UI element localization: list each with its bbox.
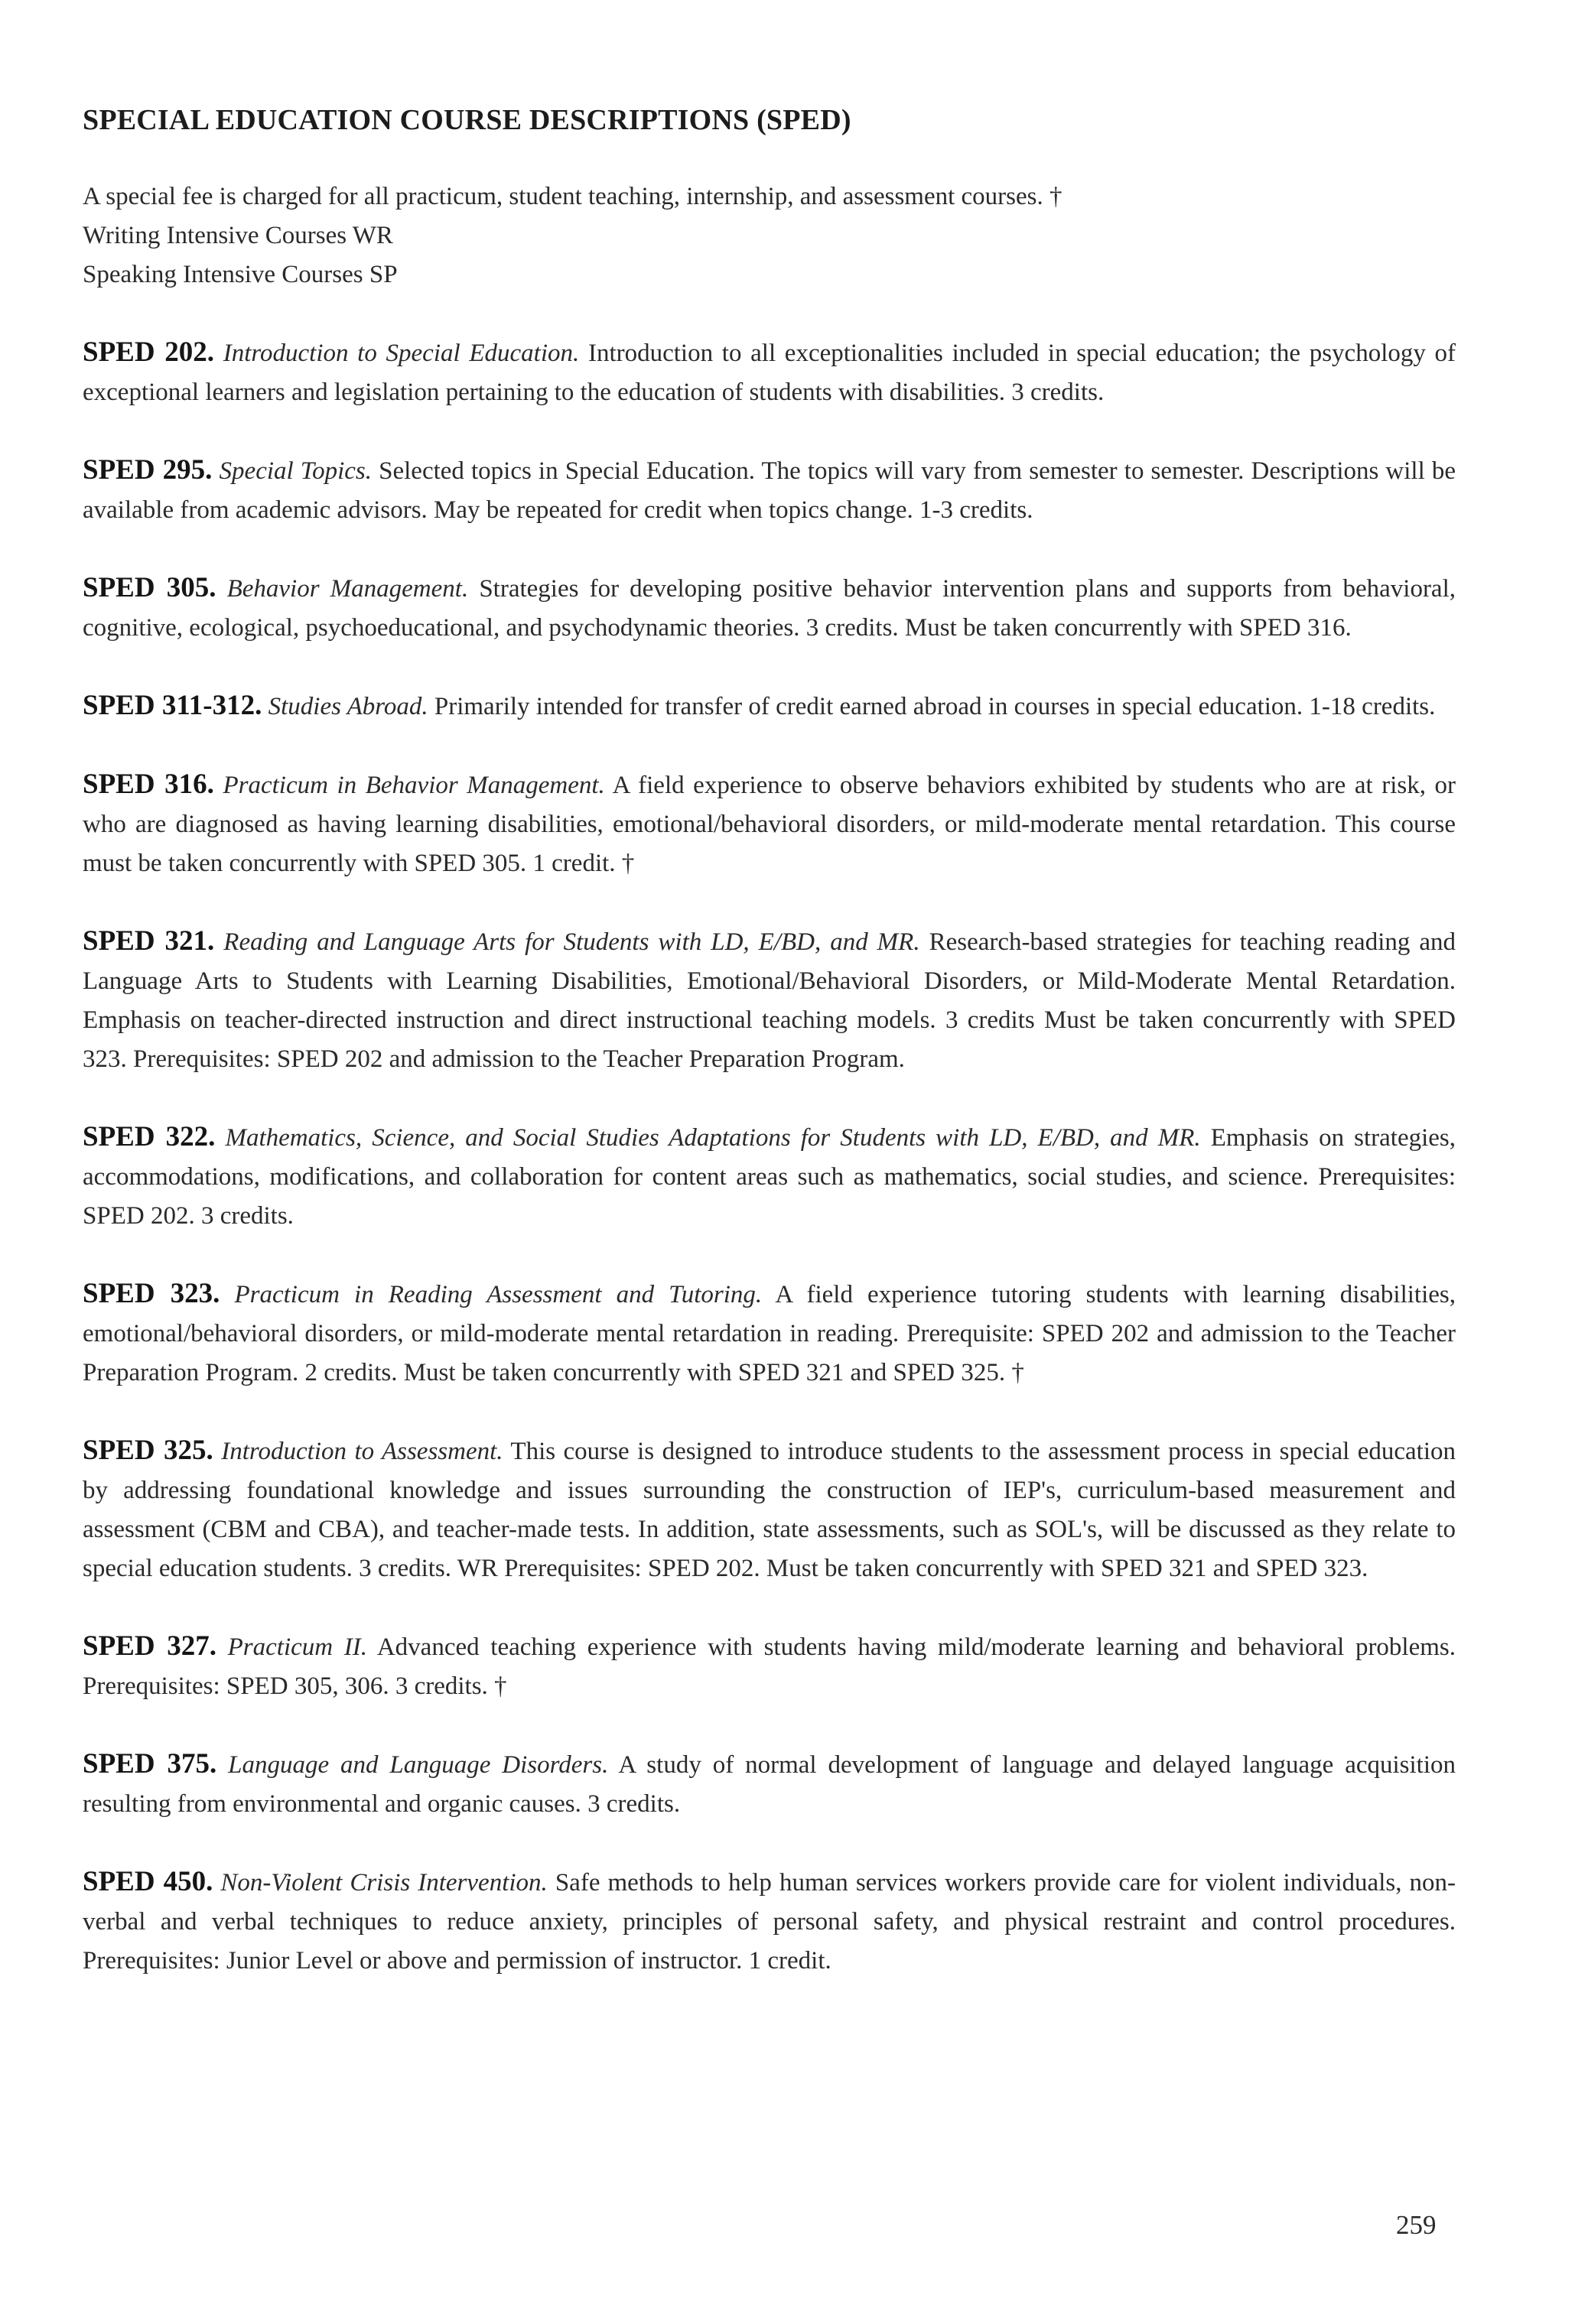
course-description: This course is designed to introduce students to the assessment process in special education by addressing foundational knowledge and issues surrounding the construction of IEP's, curriculum-based measurement and assessment (CBM and CBA), and teacher-made tests. In addition, state assessments, such as SOL's, will be discussed as they relate to special education students. 3 credits. WR Prerequisites: SPED 202. Must be taken concurrently with SPED 321 and SPED 323. xyxy=(83,1438,1456,1582)
course-description: Emphasis on strategies, accommodations, modifications, and collaboration for content areas such as mathematics, social studies, and science. Prerequisites: SPED 202. 3 credits. xyxy=(83,1124,1456,1230)
course-description: Selected topics in Special Education. The topics will vary from semester to semester. Descriptions will be available from academic advisors. May be repeated for credit when topics change. 1-3 credits. xyxy=(83,457,1456,524)
course-entry xyxy=(83,686,1456,726)
course-entry xyxy=(83,1862,1456,1981)
catalog-page xyxy=(83,101,1456,2019)
fee-note: A special fee is charged for all practicum, student teaching, internship, and assessment courses. † xyxy=(83,183,1062,210)
course-description: Strategies for developing positive behavior intervention plans and supports from behavioral, cognitive, ecological, psychoeducational, and psychodynamic theories. 3 credits. Must be taken concurrently with SPED 316. xyxy=(83,575,1456,642)
speaking-intensive-note: Speaking Intensive Courses SP xyxy=(83,261,398,288)
course-code: SPED 202. xyxy=(83,336,215,368)
page-title: SPECIAL EDUCATION COURSE DESCRIPTIONS (SPED) xyxy=(83,104,851,136)
course-entry xyxy=(83,1627,1456,1706)
course-description: A field experience tutoring students with learning disabilities, emotional/behavioral disorders, or mild-moderate mental retardation in reading. Prerequisite: SPED 202 and admission to the Teacher Preparation Program. 2 credits. Must be taken concurrently with SPED 321 and SPED 325. † xyxy=(83,1281,1456,1386)
course-code: SPED 321. xyxy=(83,925,215,957)
course-description: Safe methods to help human services workers provide care for violent individuals, non-verbal and verbal techniques to reduce anxiety, principles of personal safety, and physical restraint and control procedures. Prerequisites: Junior Level or above and permission of instructor. 1 credit. xyxy=(83,1869,1456,1975)
course-description: Introduction to all exceptionalities included in special education; the psychology of exceptional learners and legislation pertaining to the education of students with disabilities. 3 credits. xyxy=(83,340,1456,406)
course-title: Practicum in Behavior Management. xyxy=(223,772,605,799)
course-description: A field experience to observe behaviors exhibited by students who are at risk, or who are diagnosed as having learning disabilities, emotional/behavioral disorders, or mild-moderate mental retardation. This course must be taken concurrently with SPED 305. 1 credit. † xyxy=(83,772,1456,877)
page-number: 259 xyxy=(1396,2210,1437,2240)
course-title: Introduction to Assessment. xyxy=(221,1438,503,1465)
course-entry xyxy=(83,450,1456,530)
course-entry xyxy=(83,1431,1456,1588)
course-description: Advanced teaching experience with students having mild/moderate learning and behavioral problems. Prerequisites: SPED 305, 306. 3 credits. † xyxy=(83,1633,1456,1700)
course-code: SPED 305. xyxy=(83,572,216,603)
course-title: Language and Language Disorders. xyxy=(228,1751,609,1779)
course-entry xyxy=(83,1274,1456,1393)
course-code: SPED 316. xyxy=(83,769,214,800)
course-entry xyxy=(83,568,1456,648)
course-title: Studies Abroad. xyxy=(268,693,428,720)
course-title: Non-Violent Crisis Intervention. xyxy=(220,1869,548,1897)
course-entry xyxy=(83,1117,1456,1236)
course-entry xyxy=(83,765,1456,883)
course-code: SPED 295. xyxy=(83,454,213,486)
course-entry xyxy=(83,921,1456,1079)
writing-intensive-note: Writing Intensive Courses WR xyxy=(83,222,393,249)
course-title: Practicum in Reading Assessment and Tutoring. xyxy=(234,1281,763,1308)
course-title: Special Topics. xyxy=(219,457,373,485)
course-title: Introduction to Special Education. xyxy=(223,340,580,367)
course-title: Reading and Language Arts for Students with LD, E/BD, and MR. xyxy=(223,928,920,956)
course-title: Behavior Management. xyxy=(226,575,469,603)
course-code: SPED 323. xyxy=(83,1278,220,1309)
course-code: SPED 327. xyxy=(83,1630,216,1662)
course-code: SPED 375. xyxy=(83,1748,217,1780)
course-code: SPED 325. xyxy=(83,1435,213,1466)
course-code: SPED 311-312. xyxy=(83,690,262,721)
course-title: Mathematics, Science, and Social Studies Adaptations for Students with LD, E/BD, and MR. xyxy=(225,1124,1201,1152)
course-title: Practicum II. xyxy=(227,1633,367,1661)
course-code: SPED 322. xyxy=(83,1121,216,1152)
intro-block xyxy=(83,177,1456,294)
course-description: Primarily intended for transfer of credit earned abroad in courses in special education. 1-18 credits. xyxy=(434,693,1436,720)
course-code: SPED 450. xyxy=(83,1866,213,1897)
course-description: A study of normal development of language and delayed language acquisition resulting from environmental and organic causes. 3 credits. xyxy=(83,1751,1456,1818)
course-description: Research-based strategies for teaching reading and Language Arts to Students with Learning Disabilities, Emotional/Behavioral Disorders, or Mild-Moderate Mental Retardation. Emphasis on teacher-directed instruction and direct instructional teaching models. 3 credits Must be taken concurrently with SPED 323. Prerequisites: SPED 202 and admission to the Teacher Preparation Program. xyxy=(83,928,1456,1073)
course-entry xyxy=(83,333,1456,412)
course-entry xyxy=(83,1744,1456,1824)
course-list xyxy=(83,333,1456,1981)
